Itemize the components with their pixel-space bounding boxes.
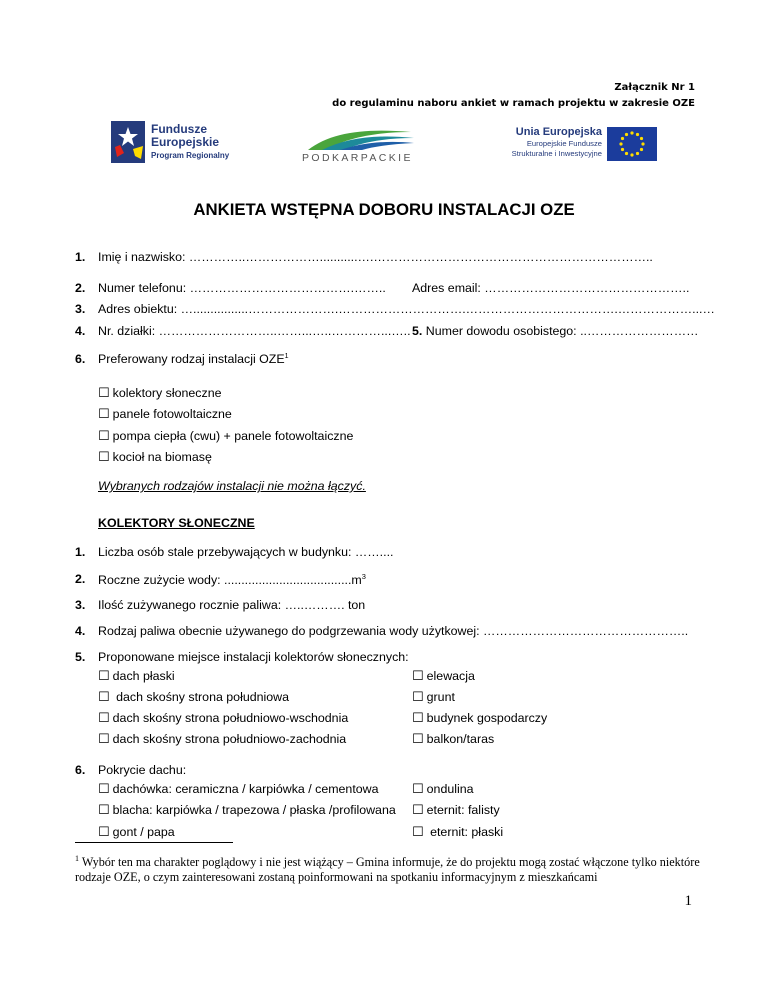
place-facade[interactable]: ☐ elewacja xyxy=(412,669,475,684)
ue-line2: Strukturalne i Inwestycyjne xyxy=(511,149,602,158)
checkbox-icon[interactable]: ☐ xyxy=(98,803,110,818)
eu-flag-icon xyxy=(607,127,657,161)
s2-q4-number: 4. xyxy=(75,624,86,638)
email-field-line: Adres email: ………………………………………….. xyxy=(412,281,690,295)
place-flat-roof[interactable]: ☐ dach płaski xyxy=(98,669,175,684)
place-southeast-roof[interactable]: ☐ dach skośny strona południowo-wschodnia xyxy=(98,711,349,726)
checkbox-icon[interactable]: ☐ xyxy=(98,407,110,422)
q1-number: 1. xyxy=(75,250,86,264)
s2-q3-number: 3. xyxy=(75,598,86,612)
roof-ondulina[interactable]: ☐ ondulina xyxy=(412,782,474,797)
checkbox-icon[interactable]: ☐ xyxy=(412,782,424,797)
attachment-header xyxy=(332,80,695,112)
checkbox-icon[interactable]: ☐ xyxy=(98,825,110,840)
footnote-line1: Wybór ten ma charakter poglądowy i nie jest wiążący – Gmina informuje, że do projektu mogą zostać włączone tylko niektóre xyxy=(79,855,700,870)
s2-q6-number: 6. xyxy=(75,763,86,777)
q4-number: 4. xyxy=(75,324,86,338)
checkbox-icon[interactable]: ☐ xyxy=(412,732,424,747)
roof-sheet-metal[interactable]: ☐ blacha: karpiówka / trapezowa / płaska /profilowana xyxy=(98,803,396,818)
address-field-line: Adres obiektu: …................………………….………………………….……………………………….………………...… xyxy=(98,302,715,316)
cubic-superscript: 3 xyxy=(361,572,366,581)
fe-line1: Fundusze xyxy=(151,122,207,136)
checkbox-icon[interactable]: ☐ xyxy=(98,690,110,705)
attachment-line2: do regulaminu naboru ankiet w ramach projektu w zakresie OZE xyxy=(332,98,695,109)
footnote-mark: 1 xyxy=(75,854,79,863)
checkbox-icon[interactable]: ☐ xyxy=(412,669,424,684)
footnote-ref-1: 1 xyxy=(284,352,289,360)
installation-place-label: Proponowane miejsce instalacji kolektorów słonecznych: xyxy=(98,650,409,664)
fundusze-europejskie-logo xyxy=(111,121,261,165)
checkbox-icon[interactable]: ☐ xyxy=(98,711,110,726)
fuel-type-field-line: Rodzaj paliwa obecnie używanego do podgrzewania wody użytkowej: ………………………………………….. xyxy=(98,624,689,638)
id-number-field-line xyxy=(412,324,698,338)
footnote-line2: rodzaje OZE, o czym zainteresowani zostaną poinformowani na spotkaniu informacyjnym z mieszkańcami xyxy=(75,870,598,885)
fuel-amount-field-line: Ilość zużywanego rocznie paliwa: …..………. ton xyxy=(98,598,366,612)
q5-number: 5. xyxy=(412,324,423,338)
s2-q1-number: 1. xyxy=(75,545,86,559)
checkbox-icon[interactable]: ☐ xyxy=(412,825,424,840)
roof-eternit-flat[interactable]: ☐ eternit: płaski xyxy=(412,825,504,840)
place-ground[interactable]: ☐ grunt xyxy=(412,690,455,705)
option-photovoltaic-panels[interactable]: ☐ panele fotowoltaiczne xyxy=(98,407,232,422)
roof-eternit-corrugated[interactable]: ☐ eternit: falisty xyxy=(412,803,500,818)
s2-q2-number: 2. xyxy=(75,572,86,586)
checkbox-icon[interactable]: ☐ xyxy=(98,782,110,797)
attachment-line1: Załącznik Nr 1 xyxy=(614,82,695,93)
s2-q5-number: 5. xyxy=(75,650,86,664)
checkbox-icon[interactable]: ☐ xyxy=(412,690,424,705)
checkbox-icon[interactable]: ☐ xyxy=(98,429,110,444)
q3-number: 3. xyxy=(75,302,86,316)
place-outbuilding[interactable]: ☐ budynek gospodarczy xyxy=(412,711,548,726)
roof-tiles[interactable]: ☐ dachówka: ceramiczna / karpiówka / cementowa xyxy=(98,782,379,797)
podkarpackie-text: PODKARPACKIE xyxy=(302,152,413,164)
fe-star-icon xyxy=(111,121,145,163)
footnote xyxy=(75,851,715,885)
plot-number-field-line: Nr. działki: ………………………..……...…..…………...….. xyxy=(98,324,411,338)
footnote-divider xyxy=(75,842,233,843)
unia-europejska-logo xyxy=(487,126,657,162)
checkbox-icon[interactable]: ☐ xyxy=(412,803,424,818)
podkarpackie-hills-icon xyxy=(306,126,416,152)
fe-line3: Program Regionalny xyxy=(151,151,230,160)
ue-title: Unia Europejska xyxy=(515,126,602,138)
fe-line2: Europejskie xyxy=(151,135,220,149)
solar-collectors-heading: KOLEKTORY SŁONECZNE xyxy=(98,516,255,530)
id-number-label: Numer dowodu osobistego: ..……………………… xyxy=(422,324,699,338)
phone-field-line: Numer telefonu: ………………………………….…….. xyxy=(98,281,386,295)
option-solar-collectors[interactable]: ☐ kolektory słoneczne xyxy=(98,386,222,401)
place-balcony[interactable]: ☐ balkon/taras xyxy=(412,732,495,747)
place-southwest-roof[interactable]: ☐ dach skośny strona południowo-zachodnia xyxy=(98,732,347,747)
q6-number: 6. xyxy=(75,352,86,366)
option-biomass-boiler[interactable]: ☐ kocioł na biomasę xyxy=(98,450,212,465)
checkbox-icon[interactable]: ☐ xyxy=(98,386,110,401)
checkbox-icon[interactable]: ☐ xyxy=(98,450,110,465)
page-title: ANKIETA WSTĘPNA DOBORU INSTALACJI OZE xyxy=(193,200,575,219)
option-heat-pump-pv[interactable]: ☐ pompa ciepła (cwu) + panele fotowoltaiczne xyxy=(98,429,354,444)
page-number: 1 xyxy=(684,893,692,909)
name-field-line: Imię i nazwisko: …………..………………...........….………………………………………………………….. xyxy=(98,250,653,264)
roof-shingle[interactable]: ☐ gont / papa xyxy=(98,825,175,840)
checkbox-icon[interactable]: ☐ xyxy=(98,732,110,747)
checkbox-icon[interactable]: ☐ xyxy=(412,711,424,726)
combination-note: Wybranych rodzajów instalacji nie można łączyć. xyxy=(98,479,366,493)
occupants-field-line: Liczba osób stale przebywających w budynku: …….... xyxy=(98,545,394,559)
q2-number: 2. xyxy=(75,281,86,295)
roof-covering-label: Pokrycie dachu: xyxy=(98,763,187,777)
checkbox-icon[interactable]: ☐ xyxy=(98,669,110,684)
preferred-installation-label: Preferowany rodzaj instalacji OZE$^1$ xyxy=(98,352,289,366)
water-usage-field-line: Roczne zużycie wody: $.....................................m^3$ xyxy=(98,572,366,588)
ue-line1: Europejskie Fundusze xyxy=(526,139,602,148)
place-south-roof[interactable]: ☐ dach skośny strona południowa xyxy=(98,690,289,705)
podkarpackie-logo xyxy=(298,126,418,166)
